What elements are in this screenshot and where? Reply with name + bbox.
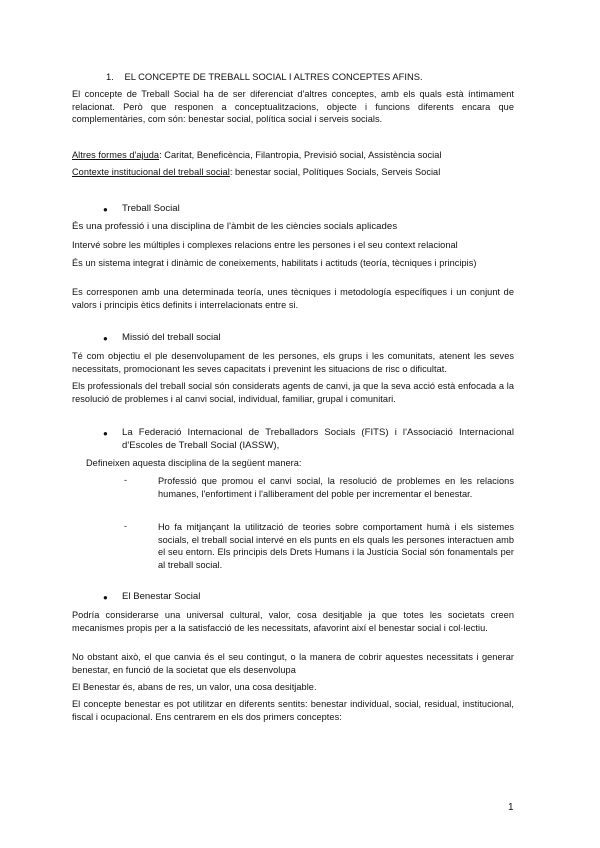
definition-lead: Defineixen aquesta disciplina de la següent manera:	[86, 458, 302, 468]
paragraph: És una professió i una disciplina de l'àmbit de les ciències socials aplicades	[72, 221, 398, 232]
bullet-icon: ●	[103, 205, 108, 214]
paragraph: Té com objectiu el ple desenvolupament de les persones, els grups i les comunitats, atenent les seves necessitats, promocionant les seves capacitats i prevenint les situacions de risc o dificultat.	[72, 351, 514, 374]
related-label-2: Contexte institucional del treball social	[72, 167, 230, 177]
section-title-missio: Missió del treball social	[122, 332, 221, 343]
paragraph: Es corresponen amb una determinada teoría, unes tècniques i metodología específiques i un conjunt de valors i principis ètics definits i interrelacionats entre si.	[72, 287, 514, 310]
heading-title: EL CONCEPTE DE TREBALL SOCIAL I ALTRES CONCEPTES AFINS.	[124, 71, 423, 82]
definition-item-2: Ho fa mitjançant la utilització de teories sobre comportament humà i els sistemes socials, el treball social intervé en els punts en els quals les persones interactuen amb el seu entorn. Els principis dels Drets Humans i la Justícia Social són fonamentals per al treball social.	[158, 522, 514, 570]
dash-icon: -	[124, 475, 127, 485]
related-label-1: Altres formes d'ajuda	[72, 150, 160, 160]
section-title-treball-social: Treball Social	[122, 203, 180, 214]
paragraph: Intervé sobre les múltiples i complexes relacions entre les persones i el seu context relacional	[72, 240, 458, 250]
paragraph: El Benestar és, abans de res, un valor, una cosa desitjable.	[72, 682, 317, 692]
paragraph: No obstant això, el que canvia és el seu contingut, o la manera de cobrir aquestes necessitats i generar benestar, en funció de la societat que els desenvolupa	[72, 652, 514, 675]
intro-paragraph: El concepte de Treball Social ha de ser diferenciat d'altres conceptes, amb els quals està íntimament relacionat. Però que responen a conceptualitzacions, objecte i funcions diferents encara que complementàries, com són: benestar social, política social i serveis socials.	[72, 89, 514, 125]
related-line-1	[72, 149, 514, 162]
paragraph: Podría considerarse una universal cultural, valor, cosa desitjable ja que totes les societats creen mecanismes propis per a la satisfacció de les necessitats, afavorint així el benestar social i col·lectiu.	[72, 610, 514, 633]
related-text-2: : benestar social, Polítiques Socials, Serveis Social	[229, 167, 441, 177]
definition-item-1: Professió que promou el canvi social, la resolució de problemes en les relacions humanes, l'enfortiment i l'alliberament del poble per incrementar el benestar.	[158, 476, 514, 499]
related-line-2	[72, 166, 514, 179]
bullet-icon: ●	[103, 429, 108, 438]
bullet-icon: ●	[103, 334, 108, 343]
section-title-fits: La Federació Internacional de Treballadors Socials (FITS) i l'Associació Internacional d'Escoles de Treball Social (IASSW),	[122, 427, 514, 451]
page-number: 1	[508, 802, 514, 813]
dash-icon: -	[124, 521, 127, 531]
section-title-benestar: El Benestar Social	[122, 591, 201, 602]
paragraph: Els professionals del treball social són considerats agents de canvi, ja que la seva acció està enfocada a la resolució de problemes i al canvi social, individual, familiar, grupal i comunitari.	[72, 381, 514, 404]
paragraph: El concepte benestar es pot utilitzar en diferents sentits: benestar individual, social, residual, institucional, fiscal i ocupacional. Ens centrarem en els dos primers conceptes:	[72, 699, 514, 722]
bullet-icon: ●	[103, 593, 108, 602]
related-text-1: : Caritat, Beneficència, Filantropia, Previsió social, Assistència social	[159, 150, 442, 160]
section-heading	[106, 71, 506, 82]
paragraph: És un sistema integrat i dinàmic de coneixements, habilitats i actituds (teoría, tècniques i principis)	[72, 258, 477, 268]
heading-number: 1.	[106, 71, 114, 82]
